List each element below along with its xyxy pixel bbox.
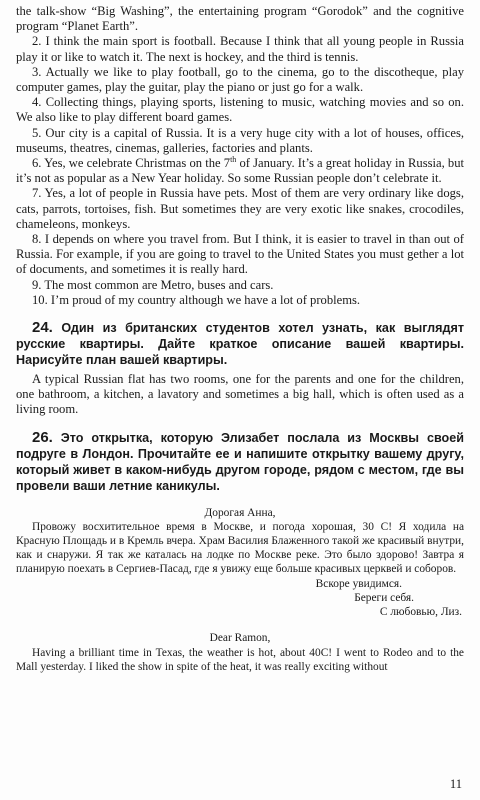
answer-paragraph: 5. Our city is a capital of Russia. It is a very huge city with a lot of houses, offices, museums, theatres, cinemas, galleries, factories and plants. (16, 125, 464, 155)
letter-ru-closing-3: С любовью, Лиз. (379, 606, 462, 619)
letter-ru-closing-1: Вскоре увидимся. (315, 577, 402, 590)
answer6-sup: th (230, 154, 237, 164)
page-number: 11 (449, 777, 462, 791)
answer-paragraph: 3. Actually we like to play football, go to the cinema, go to the discotheque, play computer games, play the guitar, play the piano or just go for a walk. (16, 64, 464, 95)
answer-paragraph: the talk-show “Big Washing”, the entertaining program “Gorodok” and the cognitive program “Planet Earth”. (16, 4, 464, 34)
task-24-answer: A typical Russian flat has two rooms, one for the parents and one for the children, one bathroom, a kitchen, a lavatory and sometimes a big hall, which is often used as a living room. (16, 372, 464, 417)
task-24-text: Один из британских студентов хотел узнать, как выглядят русские квартиры. Дайте краткое описание вашей квартиры. Нарисуйте план вашей квартиры. (16, 321, 465, 368)
answer6-before: 6. Yes, we celebrate Christmas on the 7 (32, 156, 231, 171)
answer-paragraph: 2. I think the main sport is football. Because I think that all young people in Russia play it or like to watch it. The next is hockey, and the third is tennis. (16, 34, 464, 64)
answer-paragraph: 4. Collecting things, playing sports, listening to music, watching movies and so on. We also like to play different board games. (16, 95, 464, 125)
letter-ru-greeting: Дорогая Анна, (204, 506, 276, 519)
answer6-after: of January. It’s a great holiday in Russia, but it’s not as popular as a New Year holiday. So some Russian people don’t celebrate it. (16, 156, 464, 186)
task-26-heading (16, 430, 464, 494)
task-24-heading (16, 320, 464, 368)
letter-en-body: Having a brilliant time in Texas, the weather is hot, about 40C! I went to Rodeo and to the Mall yesterday. I liked the show in spite of the heat, it was really exciting without (16, 646, 464, 673)
letter-ru-closing-2: Береги себя. (354, 591, 414, 604)
answer-paragraph: 7. Yes, a lot of people in Russia have pets. Most of them are very ordinary like dogs, cats, parrots, tortoises, fish. But sometimes they are very exotic like snakes, crocodiles, chameleons, monkeys. (16, 186, 464, 231)
answer-paragraph: 8. I depends on where you travel from. But I think, it is easier to travel in than out of Russia. For example, if you are going to travel to the United States you must gether a lot of documents, and sometimes it is really hard. (16, 232, 464, 277)
letter-ru-body: Провожу восхитительное время в Москве, и погода хорошая, 30 С! Я ходила на Красную Площадь и в Кремль вчера. Храм Василия Блаженного такой же красивый внутри, как и снаружи. Я так же каталась на лодке по Москве реке. Это было здорово! Завтра я планирую поехать в Сергиев-Пасад, где я увижу еще больше красивых церквей и соборов. (16, 520, 464, 576)
letter-en-greeting: Dear Ramon, (209, 632, 271, 645)
task-24-number: 24. (32, 319, 53, 337)
task-26-text: Это открытка, которую Элизабет послала из Москвы своей подруге в Лондон. Прочитайте ее и напишите открытку вашему другу, который живет в каком-нибудь другом городе, рядом с местом, где вы провели ваши летние каникулы. (16, 430, 464, 493)
answer-paragraph: 9. The most common are Metro, buses and cars. (32, 277, 274, 292)
task-26-number: 26. (32, 428, 53, 446)
answer-paragraph: 10. I’m proud of my country although we have a lot of problems. (32, 292, 361, 307)
answer-paragraph-6 (16, 156, 464, 186)
